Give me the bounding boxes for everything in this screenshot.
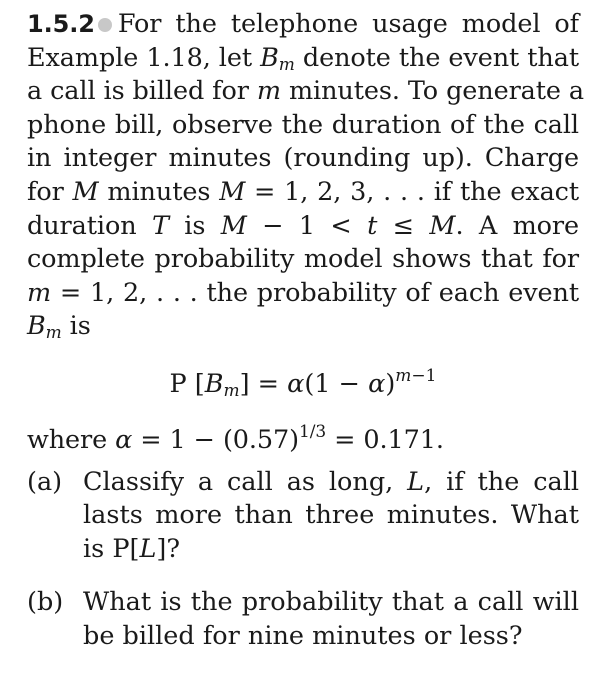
statement-line-7: duration T is M − 1 < t ≤ M. A more xyxy=(27,210,580,241)
gray-dot-icon xyxy=(98,18,112,32)
statement-line-3: a call is billed for m minutes. To generate a xyxy=(27,76,585,107)
statement-line-6: for M minutes M = 1, 2, 3, . . . if the exact xyxy=(27,176,580,207)
statement-line-10: $B_m$ is xyxy=(27,311,91,344)
part-b: (b) What is the probability that a call will be billed for nine minutes or less? xyxy=(27,587,579,651)
statement-line-4: phone bill, observe the duration of the call xyxy=(27,109,579,140)
problem-number: 1.5.2 xyxy=(27,10,95,38)
problem-page xyxy=(27,8,585,654)
part-a-label: (a) xyxy=(27,466,63,497)
statement-line-9: m = 1, 2, . . . the probability of each event xyxy=(27,277,579,308)
statement-line-2: Example 1.18, let $B_m$ denote the event that xyxy=(27,42,579,75)
problem-statement xyxy=(27,8,585,344)
part-a: (a) Classify a call as long, L, if the call lasts more than three minutes. What is P[L]? xyxy=(27,466,580,564)
statement-line-1: 1.5.2 For the telephone usage model of xyxy=(27,9,579,39)
part-b-label: (b) xyxy=(27,587,64,618)
statement-line-5: in integer minutes (rounding up). Charge xyxy=(27,143,579,174)
statement-line-8: complete probability model shows that for xyxy=(27,244,579,275)
alpha-definition: where $\alpha = 1 - (0.57)^{1/3} = 0.171$. xyxy=(27,421,444,455)
probability-equation: P $[B_m] = \alpha(1 - \alpha)^{m-1}$ xyxy=(169,365,437,401)
